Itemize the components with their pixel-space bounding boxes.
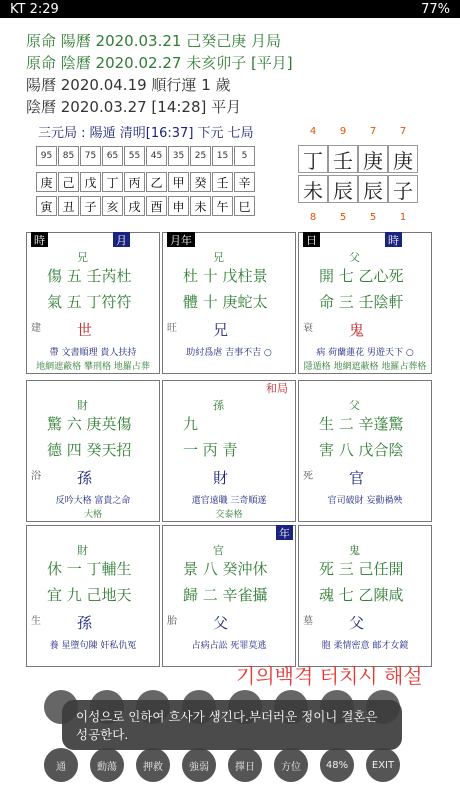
palace-footer-1: 胞 柔情密意 邮才女鏡 [321, 641, 409, 651]
palace-footer-1: 還官遠職 三奇順遂 [191, 496, 267, 506]
relation-label: 財 [77, 399, 88, 412]
age-cell: 5 [234, 146, 255, 166]
palace-mid: 孫 [77, 469, 93, 487]
palace-row-2: 害 八 戊合陰 [319, 441, 404, 459]
num: 4 [309, 126, 317, 137]
palace-side: 胎 [167, 616, 177, 627]
pillar-stem: 丁 [298, 145, 328, 173]
stem-cell[interactable]: 己 [58, 172, 79, 192]
palace-header: 年 [276, 525, 293, 540]
palace-footer-2: 地網遮蔽格 攀刑格 地羅占葬 [36, 362, 150, 372]
palace-mid: 官 [349, 469, 365, 487]
stem-cell[interactable]: 庚 [36, 172, 57, 192]
dong-button[interactable]: 動蕩 [90, 748, 124, 782]
relation-label: 鬼 [349, 544, 360, 557]
palace-row-2: 德 四 癸天招 [47, 441, 132, 459]
pillar-bottom-numbers [298, 212, 418, 223]
palace-side: 死 [303, 471, 313, 482]
battery-level: 77% [421, 1, 450, 17]
branch-cell[interactable]: 未 [190, 196, 211, 216]
pillar-stem: 壬 [328, 145, 358, 173]
palace-side: 生 [31, 616, 41, 627]
palace-8[interactable] [162, 525, 296, 667]
strength-button[interactable]: 強弱 [182, 748, 216, 782]
stem-row [36, 172, 256, 192]
age-cell: 35 [168, 146, 189, 166]
info-line-2: 原命 陰曆 2020.02.27 未亥卯子 [平月] [26, 54, 293, 72]
palace-row-2: 氣 五 丁符符 [47, 293, 132, 311]
age-cell: 55 [124, 146, 145, 166]
palace-mid: 世 [77, 321, 93, 339]
palace-mid: 鬼 [349, 321, 365, 339]
bottom-toolbar [44, 748, 400, 782]
palace-row-2: 歸 二 辛雀攝 [183, 586, 268, 604]
relation-label: 孫 [213, 399, 224, 412]
palace-row-2: 宜 九 己地天 [47, 586, 132, 604]
palace-side: 衰 [303, 323, 313, 334]
age-cell: 45 [146, 146, 167, 166]
touch-hint: 기의백격 터치시 해설 [236, 664, 423, 688]
palace-row-1: 九 [183, 415, 199, 433]
palace-header-2: 時 [385, 232, 402, 247]
branch-cell[interactable]: 丑 [58, 196, 79, 216]
age-cell: 75 [80, 146, 101, 166]
pillar-branch: 未 [298, 175, 328, 203]
branch-cell[interactable]: 子 [80, 196, 101, 216]
exit-button[interactable]: EXIT [366, 748, 400, 782]
palace-header: 和局 [266, 382, 288, 395]
palace-row-1: 死 三 己任開 [319, 560, 404, 578]
stem-cell[interactable]: 丁 [102, 172, 123, 192]
stem-cell[interactable]: 戊 [80, 172, 101, 192]
num: 5 [369, 212, 377, 223]
age-cell: 25 [190, 146, 211, 166]
apgu-button[interactable]: 押救 [136, 748, 170, 782]
palace-footer-1: 病 荷蘭蓮花 男遊天下 ○ [316, 348, 414, 358]
palace-side: 建 [31, 323, 41, 334]
palace-footer-1: 助紂爲虐 吉事不吉 ○ [186, 348, 272, 358]
progress-button[interactable]: 48% [320, 748, 354, 782]
palace-5[interactable] [162, 380, 296, 522]
age-row [36, 146, 256, 166]
stem-cell[interactable]: 丙 [124, 172, 145, 192]
palace-mid: 財 [213, 469, 229, 487]
palace-row-2: 命 三 壬陰軒 [319, 293, 404, 311]
branch-cell[interactable]: 寅 [36, 196, 57, 216]
stem-cell[interactable]: 乙 [146, 172, 167, 192]
num: 8 [309, 212, 317, 223]
palace-row-1: 生 二 辛蓬驚 [319, 415, 404, 433]
num: 1 [399, 212, 407, 223]
palace-footer-2: 交泰格 [215, 510, 243, 520]
pillar-branch: 辰 [358, 175, 388, 203]
branch-cell[interactable]: 戌 [124, 196, 145, 216]
relation-label: 官 [213, 544, 224, 557]
palace-row-1: 景 八 癸沖休 [183, 560, 268, 578]
palace-row-1: 開 七 乙心死 [319, 267, 404, 285]
num: 5 [339, 212, 347, 223]
relation-label: 兄 [77, 251, 88, 264]
date-button[interactable]: 擇日 [228, 748, 262, 782]
palace-footer-2: 隱遁格 地網遮蔽格 地羅占葬格 [303, 362, 427, 372]
tong-button[interactable]: 通 [44, 748, 78, 782]
palace-header: 時 [31, 232, 48, 247]
palace-header: 日 [303, 232, 320, 247]
toast-message: 이성으로 인하여 흐사가 생긴다.부더러운 정이니 결혼은 성공한다. [62, 700, 402, 750]
palace-mid: 兄 [213, 321, 229, 339]
palace-row-1: 傷 五 壬芮杜 [47, 267, 132, 285]
pillar-stems [298, 145, 418, 173]
palace-row-2: 體 十 庚蛇太 [183, 293, 268, 311]
branch-cell[interactable]: 申 [168, 196, 189, 216]
pillar-branch: 子 [388, 175, 418, 203]
palace-side: 旺 [167, 323, 177, 334]
relation-label: 父 [349, 251, 360, 264]
pillar-branches [298, 175, 418, 203]
num: 9 [339, 126, 347, 137]
palace-row-1: 驚 六 庚英傷 [47, 415, 132, 433]
palace-4[interactable] [26, 380, 160, 522]
relation-label: 父 [349, 399, 360, 412]
stem-cell[interactable]: 壬 [212, 172, 233, 192]
age-cell: 65 [102, 146, 123, 166]
palace-side: 墓 [303, 616, 313, 627]
palace-3[interactable] [298, 232, 432, 374]
branch-cell[interactable]: 酉 [146, 196, 167, 216]
num: 7 [399, 126, 407, 137]
info-line-3: 陽曆 2020.04.19 順行運 1 歲 [26, 76, 231, 94]
relation-label: 兄 [213, 251, 224, 264]
palace-mid: 孫 [77, 614, 93, 632]
pillar-stem: 庚 [388, 145, 418, 173]
branch-cell[interactable]: 巳 [234, 196, 255, 216]
palace-1[interactable] [26, 232, 160, 374]
pillar-branch: 辰 [328, 175, 358, 203]
palace-6[interactable] [298, 380, 432, 522]
direction-button[interactable]: 方位 [274, 748, 308, 782]
status-time: KT 2:29 [10, 1, 59, 17]
palace-row-1: 杜 十 戊柱景 [183, 267, 268, 285]
num: 7 [369, 126, 377, 137]
palace-footer-1: 官司破財 妄動禍殃 [327, 496, 403, 506]
palace-2[interactable] [162, 232, 296, 374]
palace-footer-1: 反吟大格 富貴之命 [55, 496, 131, 506]
stem-cell[interactable]: 辛 [234, 172, 255, 192]
palace-footer-1: 占病占訟 死罪莫逃 [191, 641, 267, 651]
branch-cell[interactable]: 亥 [102, 196, 123, 216]
branch-row [36, 196, 256, 216]
palace-side: 浴 [31, 471, 41, 482]
info-line-1: 原命 陽曆 2020.03.21 己癸己庚 月局 [26, 32, 281, 50]
info-line-5: 三元局 : 陽遁 清明[16:37] 下元 七局 [38, 126, 254, 141]
pillar-stem: 庚 [358, 145, 388, 173]
palace-footer-2: 大格 [83, 510, 102, 520]
pillar-top-numbers [298, 126, 418, 137]
palace-9[interactable] [298, 525, 432, 667]
palace-row-1: 休 一 丁輔生 [47, 560, 132, 578]
relation-label: 財 [77, 544, 88, 557]
info-line-4: 陰曆 2020.03.27 [14:28] 平月 [26, 98, 242, 116]
stem-cell[interactable]: 甲 [168, 172, 189, 192]
palace-7[interactable] [26, 525, 160, 667]
palace-mid: 父 [349, 614, 365, 632]
palace-header: 月年 [167, 232, 195, 247]
palace-row-2: 一 丙 青 [183, 441, 238, 459]
palace-row-2: 魂 七 乙陳咸 [319, 586, 404, 604]
age-cell: 15 [212, 146, 233, 166]
palace-mid: 父 [213, 614, 229, 632]
palace-header-2: 月 [113, 232, 130, 247]
age-cell: 95 [36, 146, 57, 166]
stem-cell[interactable]: 癸 [190, 172, 211, 192]
status-bar [0, 0, 460, 18]
branch-cell[interactable]: 午 [212, 196, 233, 216]
age-cell: 85 [58, 146, 79, 166]
palace-footer-1: 養 星墮句陳 奸私仇冤 [49, 641, 137, 651]
palace-footer-1: 帶 文書順理 貴人扶持 [49, 348, 137, 358]
